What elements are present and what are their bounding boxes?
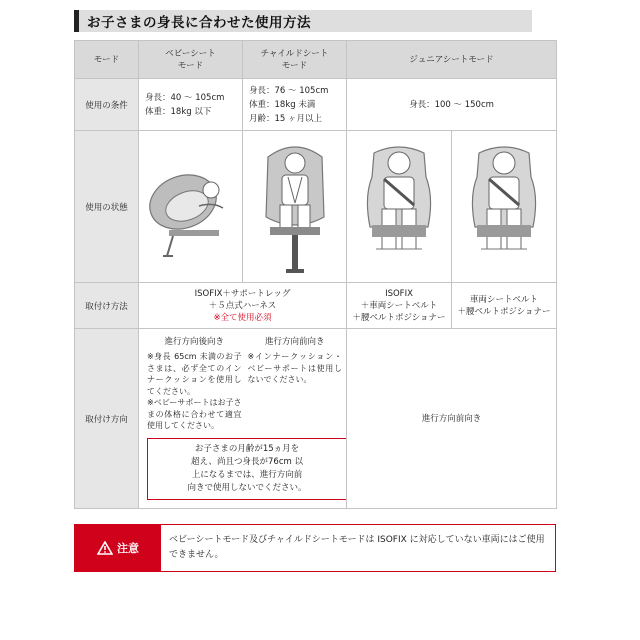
install-direction-baby-child xyxy=(139,329,347,509)
state-label: 使用の状態 xyxy=(75,131,139,283)
direction-child-notes: ※インナークッション・ベビーサポートは使用しないでください。 xyxy=(247,352,342,384)
header-row xyxy=(75,41,557,79)
direction-age-warning-box: お子さまの月齢が15ヵ月を 超え、尚且つ身長が76cm 以 上になるまでは、進行方向前 向きで使用しないでください。 xyxy=(147,438,347,500)
direction-columns xyxy=(143,335,342,432)
install-direction-row xyxy=(75,329,557,509)
warning-triangle-icon xyxy=(97,541,113,555)
section-title-bar xyxy=(74,10,532,32)
caution-text: ベビーシートモード及びチャイルドシートモードは ISOFIX に対応していない車両にはご使用できません。 xyxy=(169,535,545,560)
conditions-junior: 身長：100 ～ 150cm xyxy=(347,79,557,131)
rear-facing-seat-icon xyxy=(143,152,239,262)
header-baby-mode: ベビーシート モード xyxy=(139,41,243,79)
junior-isofix-illustration xyxy=(347,131,452,283)
baby-seat-illustration xyxy=(139,131,243,283)
install-direction-junior: 進行方向前向き xyxy=(347,329,557,509)
install-method-required-note: ※全て使用必須 xyxy=(213,312,272,323)
booster-seat-belt-icon xyxy=(459,137,549,277)
install-method-junior-belt: 車両シートベルト ＋腰ベルトポジショナー xyxy=(452,283,557,329)
conditions-child: 身長：76 ～ 105cm 体重：18kg 未満 月齢：15 ヶ月以上 xyxy=(243,79,347,131)
caution-label xyxy=(75,525,161,571)
install-method-line1: ISOFIX＋サポートレッグ xyxy=(194,288,291,299)
section-title: お子さまの身長に合わせた使用方法 xyxy=(87,15,311,31)
install-method-junior-isofix: ISOFIX ＋車両シートベルト ＋腰ベルトポジショナー xyxy=(347,283,452,329)
install-method-baby-child xyxy=(139,283,347,329)
title-accent-bar xyxy=(74,10,79,32)
install-method-line2: ＋５点式ハーネス xyxy=(208,300,277,311)
child-seat-illustration xyxy=(243,131,347,283)
usage-table xyxy=(74,40,557,509)
caution-label-text: 注意 xyxy=(117,542,139,555)
caution-box xyxy=(74,524,556,572)
booster-seat-isofix-icon xyxy=(354,137,444,277)
header-junior-mode: ジュニアシートモード xyxy=(347,41,557,79)
junior-belt-illustration xyxy=(452,131,557,283)
conditions-baby: 身長：40 ～ 105cm 体重：18kg 以下 xyxy=(139,79,243,131)
direction-child-column xyxy=(248,335,343,432)
conditions-label: 使用の条件 xyxy=(75,79,139,131)
direction-rear-facing: 進行方向後向き xyxy=(164,337,224,347)
direction-forward-facing: 進行方向前向き xyxy=(264,337,325,347)
direction-baby-column xyxy=(147,335,242,432)
state-row xyxy=(75,131,557,283)
header-child-mode: チャイルドシート モード xyxy=(243,41,347,79)
install-direction-label: 取付け方向 xyxy=(75,329,139,509)
header-mode: モード xyxy=(75,41,139,79)
install-method-row xyxy=(75,283,557,329)
direction-baby-notes: ※身長 65cm 未満のお子さまは、必ず全てのインナークッションを使用してください。 ※ベビーサポートはお子さまの体格に合わせて適宜使用してください。 xyxy=(147,352,242,430)
forward-facing-seat-icon xyxy=(250,137,340,277)
install-method-label: 取付け方法 xyxy=(75,283,139,329)
conditions-row xyxy=(75,79,557,131)
